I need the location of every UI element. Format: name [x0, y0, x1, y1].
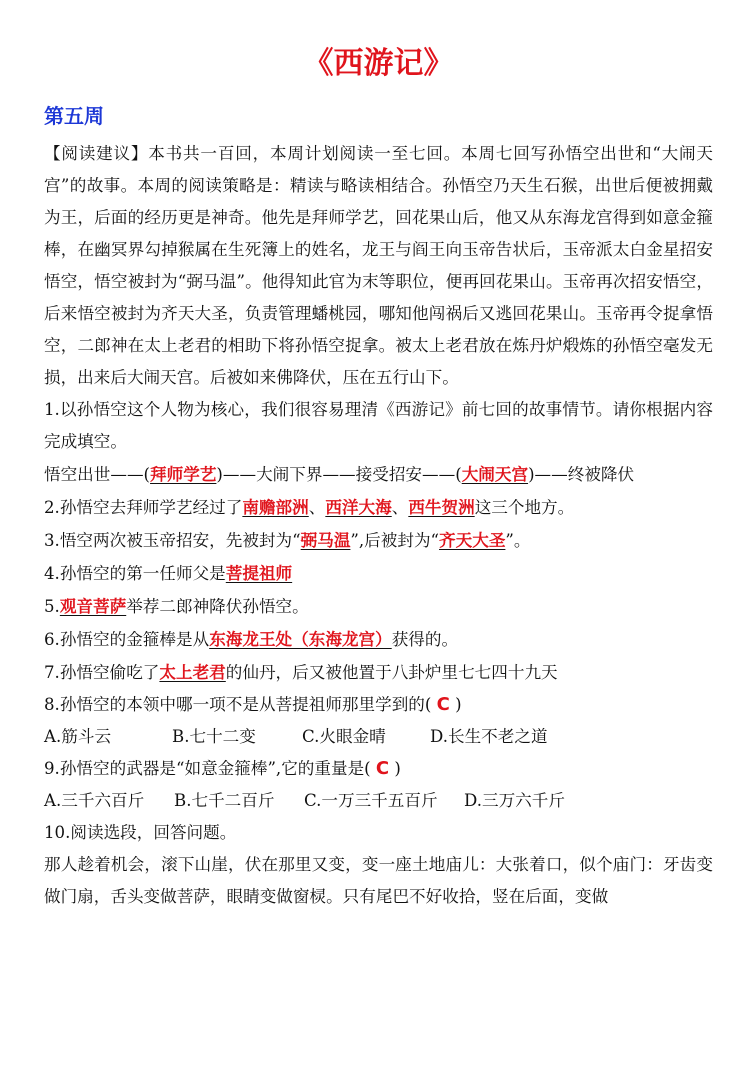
- document-title: 《西游记》: [303, 46, 454, 81]
- q9-answer: C: [375, 758, 390, 779]
- reading-advice-paragraph: 【阅读建议】本书共一百回，本周计划阅读一至七回。本周七回写孙悟空出世和“大闹天宫”的故事。本周的阅读策略是：精读与略读相结合。孙悟空乃天生石猴，出世后便被拥戴为王，后面的经历更是神奇。他先是拜师学艺，回花果山后，他又从东海龙宫得到如意金箍棒，在幽冥界勾掉猴属在生死簿上的姓名，龙王与阎王向玉帝告状后，玉帝派太白金星招安悟空，悟空被封为“弼马温”。他得知此官为末等职位，便再回花果山。玉帝再次招安悟空，后来悟空被封为齐天大圣，负责管理蟠桃园，哪知他闯祸后又逃回花果山。玉帝再令捉拿悟空，二郎神在太上老君的相助下将孙悟空捉拿。被太上老君放在炼丹炉煅炼的孙悟空毫发无损，出来后大闹天宫。后被如来佛降伏，压在五行山下。: [44, 144, 713, 387]
- q3-text-1: 3.悟空两次被玉帝招安，先被封为“: [44, 531, 301, 550]
- q9-option-d: D.三万六千斤: [464, 791, 565, 810]
- q8-option-a: A.筋斗云: [44, 727, 112, 746]
- q2-text-1: 2.孙悟空去拜师学艺经过了: [44, 498, 243, 517]
- q4-answer-1: 菩提祖师: [225, 563, 293, 583]
- question-10-prompt: 10.阅读选段，回答问题。: [44, 823, 237, 842]
- q7-text-1: 7.孙悟空偷吃了: [44, 663, 160, 682]
- q1-text-1: 悟空出世——(: [44, 465, 151, 484]
- q4-text-1: 4.孙悟空的第一任师父是: [44, 564, 226, 583]
- question-4: [44, 557, 713, 590]
- q2-sep-1: 、: [308, 498, 326, 517]
- q2-answer-2: 西洋大海: [325, 497, 392, 517]
- q8-option-b: B.七十二变: [172, 727, 256, 746]
- q9-option-c: C.一万三千五百斤: [304, 791, 438, 810]
- question-3: [44, 524, 713, 557]
- q3-answer-1: 弼马温: [300, 530, 351, 550]
- q9-option-a: A.三千六百斤: [44, 791, 145, 810]
- question-10-passage: 那人趁着机会，滚下山崖，伏在那里又变，变一座土地庙儿：大张着口，似个庙门：牙齿变做门扇，舌头变做菩萨，眼睛变做窗棂。只有尾巴不好收拾，竖在后面，变做: [44, 855, 713, 906]
- q8-answer: C: [436, 694, 450, 715]
- q1-text-2: )——大闹下界——接受招安——(: [216, 465, 462, 484]
- q2-sep-2: 、: [391, 498, 409, 517]
- question-5: [44, 590, 713, 623]
- q2-answer-1: 南赡部洲: [242, 497, 309, 517]
- q7-answer-1: 太上老君: [159, 662, 226, 682]
- question-1-answer-line: [44, 458, 713, 491]
- q6-answer-1: 东海龙王处（东海龙宫）: [209, 629, 392, 649]
- question-2: [44, 491, 713, 524]
- q2-text-2: 这三个地方。: [474, 498, 575, 517]
- q8-option-c: C.火眼金晴: [302, 727, 386, 746]
- question-8: [44, 689, 713, 721]
- q5-answer-1: 观音菩萨: [59, 596, 127, 616]
- question-8-options: [44, 721, 713, 753]
- question-6: [44, 623, 713, 656]
- q5-text-2: 举荐二郎神降伏孙悟空。: [126, 597, 309, 616]
- q8-option-d: D.长生不老之道: [430, 727, 548, 746]
- q6-text-2: 获得的。: [391, 630, 459, 649]
- q1-answer-1: 拜师学艺: [150, 464, 217, 484]
- q3-answer-2: 齐天大圣: [439, 530, 506, 550]
- question-1-prompt: 1.以孙悟空这个人物为核心，我们很容易理清《西游记》前七回的故事情节。请你根据内容完成填空。: [44, 400, 713, 451]
- q1-answer-2: 大闹天宫: [461, 464, 529, 484]
- q3-text-2: ”,后被封为“: [350, 531, 440, 550]
- q9-text-2: ): [394, 759, 401, 778]
- question-7: [44, 656, 713, 689]
- week-heading: 第五周: [44, 104, 104, 128]
- q1-text-3: )——终被降伏: [528, 465, 635, 484]
- q6-text-1: 6.孙悟空的金箍棒是从: [44, 630, 210, 649]
- q5-text-1: 5.: [44, 597, 60, 616]
- q3-text-3: ”。: [505, 531, 531, 550]
- q2-answer-3: 西牛贺洲: [408, 497, 475, 517]
- q9-text-1: 9.孙悟空的武器是“如意金箍棒”,它的重量是(: [44, 759, 371, 778]
- q8-text-1: 8.孙悟空的本领中哪一项不是从菩提祖师那里学到的(: [44, 695, 432, 714]
- q8-text-2: ): [455, 695, 462, 714]
- q7-text-2: 的仙丹，后又被他置于八卦炉里七七四十九天: [225, 663, 558, 682]
- question-9-options: [44, 785, 713, 817]
- q9-option-b: B.七千二百斤: [174, 791, 275, 810]
- question-9: [44, 753, 713, 785]
